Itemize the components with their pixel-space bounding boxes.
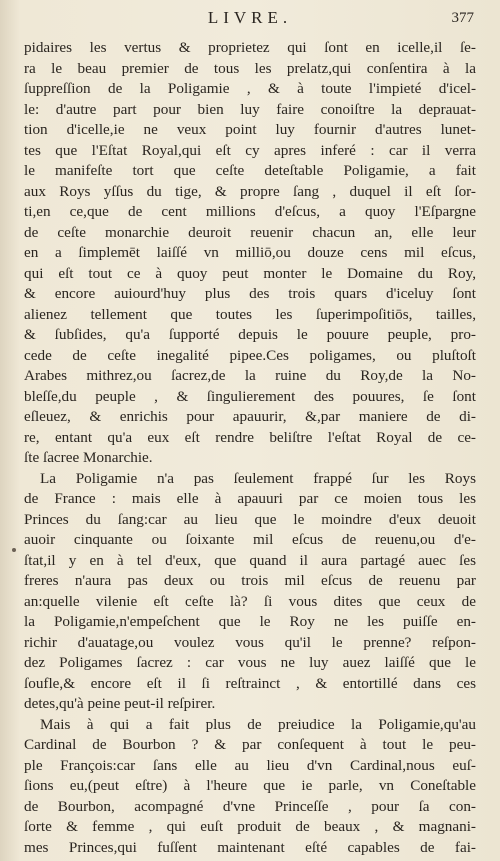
text-line: aux Roys yſſus du tige, & propre ſang , duquel il eſt ſor- — [24, 182, 476, 200]
text-line: de ceſte monarchie deuroit reuenir chacun an, elle leur — [24, 223, 476, 241]
text-line: ſte ſacree Monarchie. — [24, 449, 153, 466]
text-line: ple François:car ſans elle au lieu d'vn Cardinal,nous euſ- — [24, 756, 476, 774]
running-title: LIVRE. — [207, 8, 293, 27]
text-line: Mais à qui a fait plus de preiudice la Poligamie,qu'au — [40, 715, 476, 733]
text-line: la Poligamie,n'empeſchent que le Roy ne les puiſſe en- — [24, 613, 476, 630]
text-line: Cardinal de Bourbon ? & par conſequent à tout le peu- — [24, 736, 476, 753]
text-line: alienez tellement que toutes les ſuperimpoſitiōs, tailles, — [24, 305, 476, 323]
text-line: qui eſt tout ce à quoy peut monter le Domaine du Roy, — [24, 264, 476, 282]
text-line: dez Poligames ſacrez : car vous ne luy auez laiſſé que le — [24, 654, 476, 671]
text-line: tion d'icelle,ie ne veux point luy fournir d'autres lunet- — [24, 121, 476, 138]
running-head — [0, 6, 500, 32]
text-line: pidaires les vertus & proprietez qui ſont en icelle,il ſe- — [24, 39, 476, 56]
text-line: en a ſimplemēt laiſſé vn milliō,ou douze cens mil eſcus, — [24, 244, 476, 261]
text-line: le: d'autre part pour bien luy faire conoiſtre la deprauat- — [24, 100, 476, 118]
text-line: tes que l'Eſtat Royal,qui eſt cy apres inferé : car il verra — [24, 141, 476, 159]
text-line: le manifeſte tort que ceſte deteſtable Poligamie, a fait — [24, 162, 476, 179]
text-line: auoir cinquante ou ſoixante mil eſcus de reuenu,ou d'e- — [24, 531, 476, 548]
text-line: La Poligamie n'a pas ſeulement frappé ſur les Roys — [40, 469, 476, 487]
text-line: ſions eu,(peut eſtre) à l'heure que ie parle, vn Coneſtable — [24, 777, 476, 794]
text-line: ſorte & femme , qui euſt produit de beaux , & magnani- — [24, 818, 476, 835]
text-line: re, entant qu'a eux eſt rendre beliſtre l'eſtat Royal de ce- — [24, 428, 476, 446]
text-line: & ſubſides, qu'a ſupporté depuis le pouure peuple, pro- — [24, 326, 476, 343]
text-line: eſleuez, & enrichis pour apauurir, &,par maniere de di- — [24, 408, 476, 425]
margin-ink-dot — [12, 548, 16, 552]
body-text — [24, 38, 476, 858]
text-line: freres n'aura pas deux ou trois mil eſcus de reuenu par — [24, 572, 476, 589]
text-line: ſoufle,& encore eſt il ſi reſtrainct , & entortillé dans ces — [24, 674, 476, 692]
text-line: Princes du ſang:car au lieu que le moindre d'eux deuoit — [24, 510, 476, 528]
text-line: Arabes mithrez,ou ſacrez,de la ruine du Roy,de la No- — [24, 367, 476, 384]
text-line: ti,en ce,que de cent millions d'eſcus, a quoy l'Eſpargne — [24, 203, 476, 220]
text-line: mes Princes,qui fuſſent maintenant eſté capables de fai- — [24, 838, 476, 856]
text-line: ſtat,il y en à tel d'eux, que quand il aura partagé auec ſes — [24, 551, 476, 569]
text-line: bleſſe,du peuple , & ſingulierement des pouures, ſe ſont — [24, 387, 476, 405]
text-line: an:quelle vilenie eſt ceſte là? ſi vous dites que ceux de — [24, 592, 476, 610]
text-line: de Bourbon, acompagné d'vne Princeſſe , pour ſa con- — [24, 797, 476, 815]
text-line: cede de ceſte inegalité pipee.Ces poligames, ou pluſtoſt — [24, 346, 476, 364]
text-line: richir d'auatage,ou voulez vous qu'il le prenne? reſpon- — [24, 633, 476, 651]
text-line: detes,qu'à peine peut-il reſpirer. — [24, 695, 216, 712]
text-line: ſuppreſſion de la Poligamie , & à toute l'impieté d'icel- — [24, 80, 476, 97]
page-number: 377 — [451, 10, 474, 26]
text-line: ra le beau premier de tous les prelatz,qui conſentira à la — [24, 59, 476, 77]
text-line: & encore auiourd'huy plus des trois quars d'iceluy ſont — [24, 285, 476, 302]
text-line: de France : mais elle à apauuri par ce moien tous les — [24, 490, 476, 507]
